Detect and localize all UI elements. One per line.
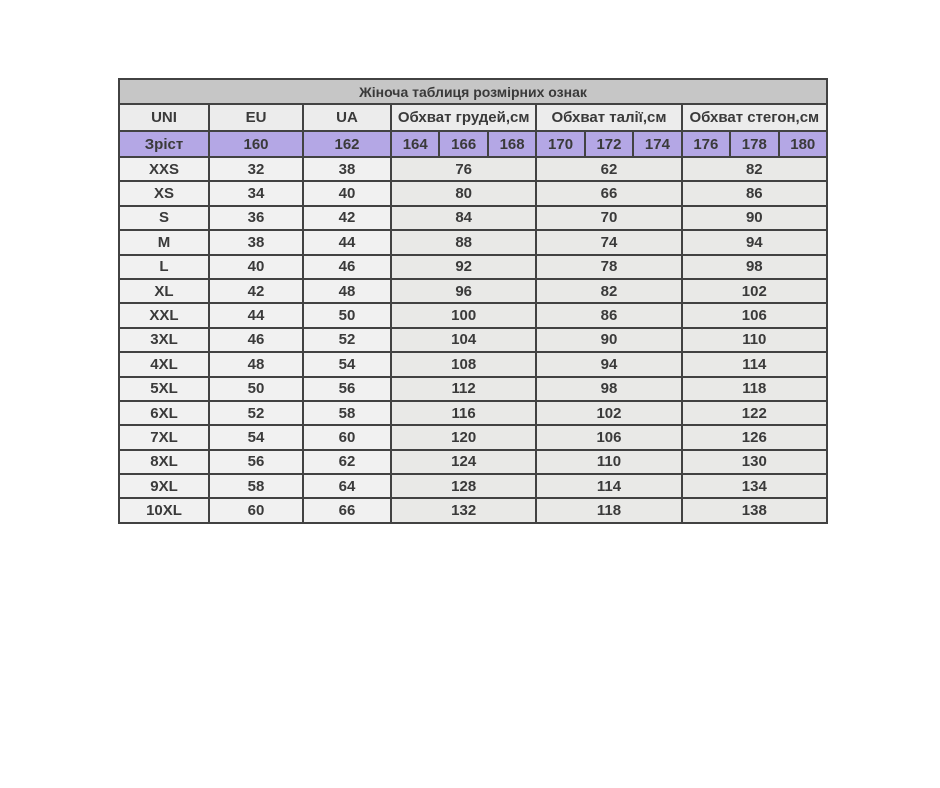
- size-row: [119, 328, 827, 352]
- chest-cell: 124: [391, 450, 536, 474]
- ua-cell: 62: [303, 450, 391, 474]
- hips-cell: 98: [682, 255, 827, 279]
- height-value-cell: 168: [488, 131, 536, 157]
- waist-cell: 114: [536, 474, 681, 498]
- height-value-cell: 162: [303, 131, 391, 157]
- size-row: [119, 303, 827, 327]
- height-value-cell: 178: [730, 131, 778, 157]
- hips-cell: 118: [682, 377, 827, 401]
- waist-cell: 102: [536, 401, 681, 425]
- ua-cell: 42: [303, 206, 391, 230]
- size-row: [119, 401, 827, 425]
- col-header-uni: UNI: [119, 104, 209, 131]
- eu-cell: 36: [209, 206, 303, 230]
- col-header-waist: Обхват талії,см: [536, 104, 681, 131]
- ua-cell: 58: [303, 401, 391, 425]
- waist-cell: 106: [536, 425, 681, 449]
- height-value-cell: 166: [439, 131, 487, 157]
- col-header-ua: UA: [303, 104, 391, 131]
- hips-cell: 134: [682, 474, 827, 498]
- size-cell: 3XL: [119, 328, 209, 352]
- col-header-eu: EU: [209, 104, 303, 131]
- waist-cell: 94: [536, 352, 681, 376]
- hips-cell: 82: [682, 157, 827, 181]
- col-header-hips: Обхват стегон,см: [682, 104, 827, 131]
- eu-cell: 38: [209, 230, 303, 254]
- hips-cell: 122: [682, 401, 827, 425]
- chest-cell: 96: [391, 279, 536, 303]
- ua-cell: 48: [303, 279, 391, 303]
- eu-cell: 52: [209, 401, 303, 425]
- size-cell: S: [119, 206, 209, 230]
- eu-cell: 48: [209, 352, 303, 376]
- waist-cell: 78: [536, 255, 681, 279]
- height-value-cell: 164: [391, 131, 439, 157]
- ua-cell: 54: [303, 352, 391, 376]
- waist-cell: 74: [536, 230, 681, 254]
- hips-cell: 86: [682, 181, 827, 205]
- size-cell: 6XL: [119, 401, 209, 425]
- size-row: [119, 498, 827, 522]
- size-row: [119, 157, 827, 181]
- size-row: [119, 474, 827, 498]
- waist-cell: 90: [536, 328, 681, 352]
- size-row: [119, 255, 827, 279]
- size-cell: XL: [119, 279, 209, 303]
- ua-cell: 40: [303, 181, 391, 205]
- size-cell: 8XL: [119, 450, 209, 474]
- size-row: [119, 206, 827, 230]
- waist-cell: 66: [536, 181, 681, 205]
- chest-cell: 132: [391, 498, 536, 522]
- size-row: [119, 230, 827, 254]
- size-row: [119, 352, 827, 376]
- chest-cell: 104: [391, 328, 536, 352]
- ua-cell: 60: [303, 425, 391, 449]
- chest-cell: 92: [391, 255, 536, 279]
- size-row: [119, 279, 827, 303]
- height-value-cell: 174: [633, 131, 681, 157]
- chest-cell: 84: [391, 206, 536, 230]
- ua-cell: 38: [303, 157, 391, 181]
- chest-cell: 88: [391, 230, 536, 254]
- eu-cell: 54: [209, 425, 303, 449]
- women-size-table: [118, 78, 828, 524]
- size-cell: M: [119, 230, 209, 254]
- height-value-cell: 176: [682, 131, 730, 157]
- hips-cell: 138: [682, 498, 827, 522]
- eu-cell: 58: [209, 474, 303, 498]
- column-header-row: [119, 104, 827, 131]
- chest-cell: 112: [391, 377, 536, 401]
- ua-cell: 46: [303, 255, 391, 279]
- eu-cell: 42: [209, 279, 303, 303]
- size-rows-body: [119, 157, 827, 523]
- chest-cell: 76: [391, 157, 536, 181]
- height-value-cell: 172: [585, 131, 633, 157]
- hips-cell: 102: [682, 279, 827, 303]
- height-value-cell: 170: [536, 131, 584, 157]
- size-cell: 10XL: [119, 498, 209, 522]
- eu-cell: 56: [209, 450, 303, 474]
- hips-cell: 114: [682, 352, 827, 376]
- chest-cell: 128: [391, 474, 536, 498]
- chest-cell: 108: [391, 352, 536, 376]
- eu-cell: 46: [209, 328, 303, 352]
- table-title: Жіноча таблиця розмірних ознак: [119, 79, 827, 104]
- ua-cell: 56: [303, 377, 391, 401]
- size-row: [119, 181, 827, 205]
- ua-cell: 66: [303, 498, 391, 522]
- waist-cell: 82: [536, 279, 681, 303]
- hips-cell: 130: [682, 450, 827, 474]
- col-header-chest: Обхват грудей,см: [391, 104, 536, 131]
- chest-cell: 120: [391, 425, 536, 449]
- size-cell: XS: [119, 181, 209, 205]
- waist-cell: 110: [536, 450, 681, 474]
- hips-cell: 90: [682, 206, 827, 230]
- eu-cell: 50: [209, 377, 303, 401]
- eu-cell: 60: [209, 498, 303, 522]
- hips-cell: 126: [682, 425, 827, 449]
- ua-cell: 44: [303, 230, 391, 254]
- chest-cell: 116: [391, 401, 536, 425]
- title-row: [119, 79, 827, 104]
- hips-cell: 106: [682, 303, 827, 327]
- size-cell: 9XL: [119, 474, 209, 498]
- size-row: [119, 450, 827, 474]
- size-cell: 4XL: [119, 352, 209, 376]
- size-row: [119, 377, 827, 401]
- eu-cell: 40: [209, 255, 303, 279]
- size-cell: 5XL: [119, 377, 209, 401]
- waist-cell: 118: [536, 498, 681, 522]
- waist-cell: 70: [536, 206, 681, 230]
- waist-cell: 98: [536, 377, 681, 401]
- size-cell: XXL: [119, 303, 209, 327]
- eu-cell: 32: [209, 157, 303, 181]
- size-cell: 7XL: [119, 425, 209, 449]
- height-row: [119, 131, 827, 157]
- height-value-cell: 180: [779, 131, 828, 157]
- size-cell: L: [119, 255, 209, 279]
- ua-cell: 52: [303, 328, 391, 352]
- chest-cell: 80: [391, 181, 536, 205]
- waist-cell: 86: [536, 303, 681, 327]
- size-row: [119, 425, 827, 449]
- size-cell: XXS: [119, 157, 209, 181]
- hips-cell: 110: [682, 328, 827, 352]
- height-row-label: Зріст: [119, 131, 209, 157]
- ua-cell: 50: [303, 303, 391, 327]
- chest-cell: 100: [391, 303, 536, 327]
- eu-cell: 44: [209, 303, 303, 327]
- eu-cell: 34: [209, 181, 303, 205]
- height-value-cell: 160: [209, 131, 303, 157]
- ua-cell: 64: [303, 474, 391, 498]
- hips-cell: 94: [682, 230, 827, 254]
- waist-cell: 62: [536, 157, 681, 181]
